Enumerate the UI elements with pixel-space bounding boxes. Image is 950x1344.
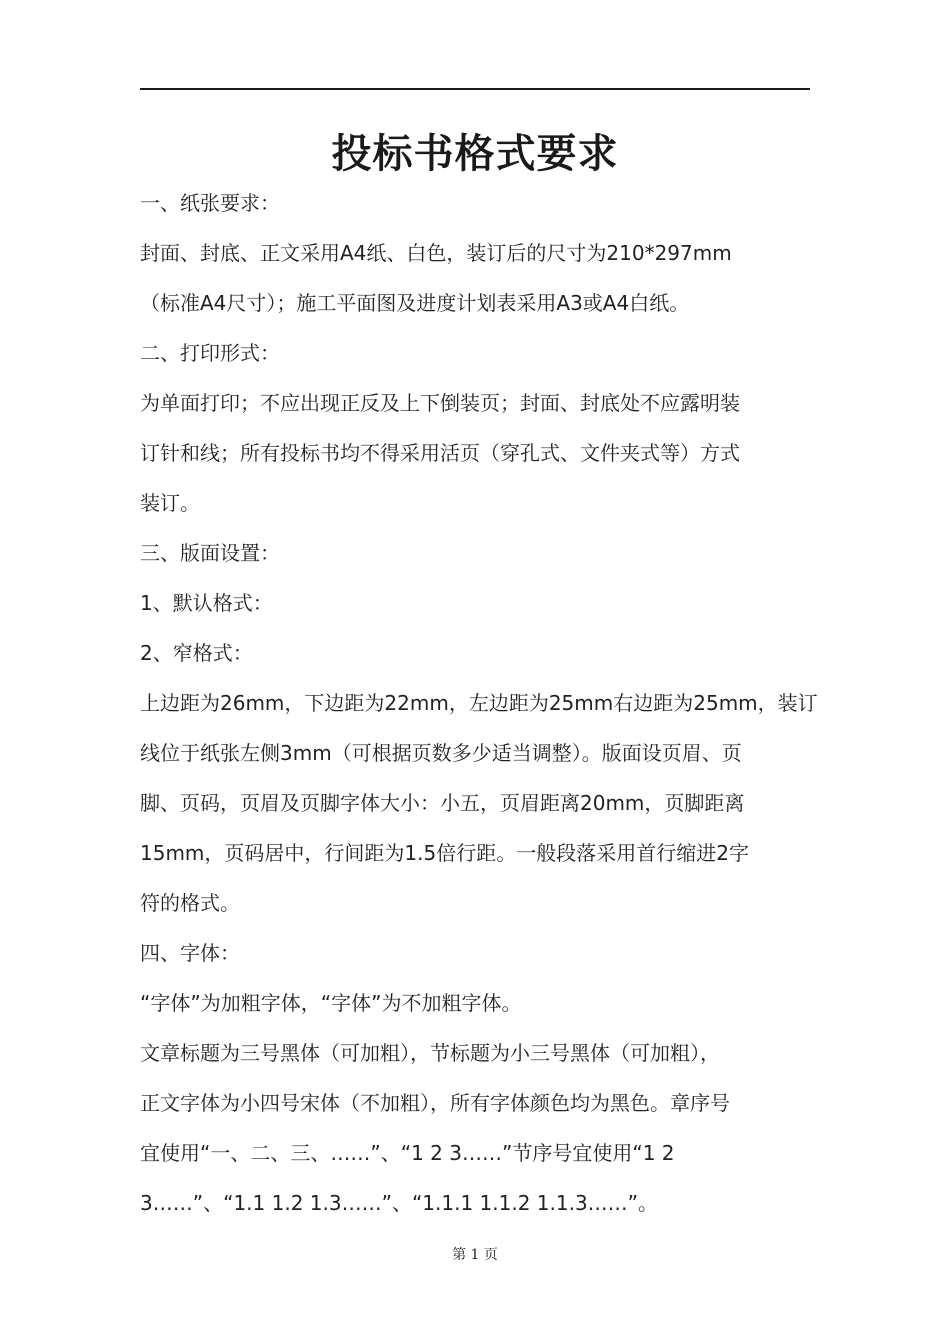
list-item-default-format: 1、默认格式： xyxy=(140,591,273,615)
text-line: 符的格式。 xyxy=(140,891,240,915)
document-title: 投标书格式要求 xyxy=(331,131,619,177)
list-item-narrow-format: 2、窄格式： xyxy=(140,641,253,665)
heading-paper-requirements: 一、纸张要求： xyxy=(140,191,280,215)
document-body xyxy=(140,178,818,1228)
text-line: 15mm，页码居中，行间距为1.5倍行距。一般段落采用首行缩进2字 xyxy=(140,841,749,865)
text-line: 3……”、“1.1 1.2 1.3……”、“1.1.1 1.1.2 1.1.3……”。 xyxy=(140,1191,659,1215)
text-line: 上边距为26mm，下边距为22mm，左边距为25mm右边距为25mm，装订 xyxy=(140,691,818,715)
text-line: （标准A4尺寸）；施工平面图及进度计划表采用A3或A4白纸。 xyxy=(140,291,690,315)
text-line: 装订。 xyxy=(140,491,200,515)
text-line: 文章标题为三号黑体（可加粗），节标题为小三号黑体（可加粗）， xyxy=(140,1041,720,1065)
text-line: 脚、页码，页眉及页脚字体大小：小五，页眉距离20mm，页脚距离 xyxy=(140,791,745,815)
text-line: 订针和线；所有投标书均不得采用活页（穿孔式、文件夹式等）方式 xyxy=(140,441,740,465)
header-rule xyxy=(140,88,810,90)
heading-layout-settings: 三、版面设置： xyxy=(140,541,280,565)
text-line: 为单面打印；不应出现正反及上下倒装页；封面、封底处不应露明装 xyxy=(140,391,740,415)
text-line: 封面、封底、正文采用A4纸、白色，装订后的尺寸为210*297mm xyxy=(140,241,732,265)
text-line: 正文字体为小四号宋体（不加粗），所有字体颜色均为黑色。章序号 xyxy=(140,1091,730,1115)
text-line: 线位于纸张左侧3mm（可根据页数多少适当调整）。版面设页眉、页 xyxy=(140,741,742,765)
heading-fonts: 四、字体： xyxy=(140,941,240,965)
heading-print-format: 二、打印形式： xyxy=(140,341,280,365)
text-line: “字体”为加粗字体，“字体”为不加粗字体。 xyxy=(140,991,522,1015)
text-line: 宜使用“一、二、三、……”、“1 2 3……”节序号宜使用“1 2 xyxy=(140,1141,675,1165)
page-number: 第 1 页 xyxy=(452,1247,498,1263)
